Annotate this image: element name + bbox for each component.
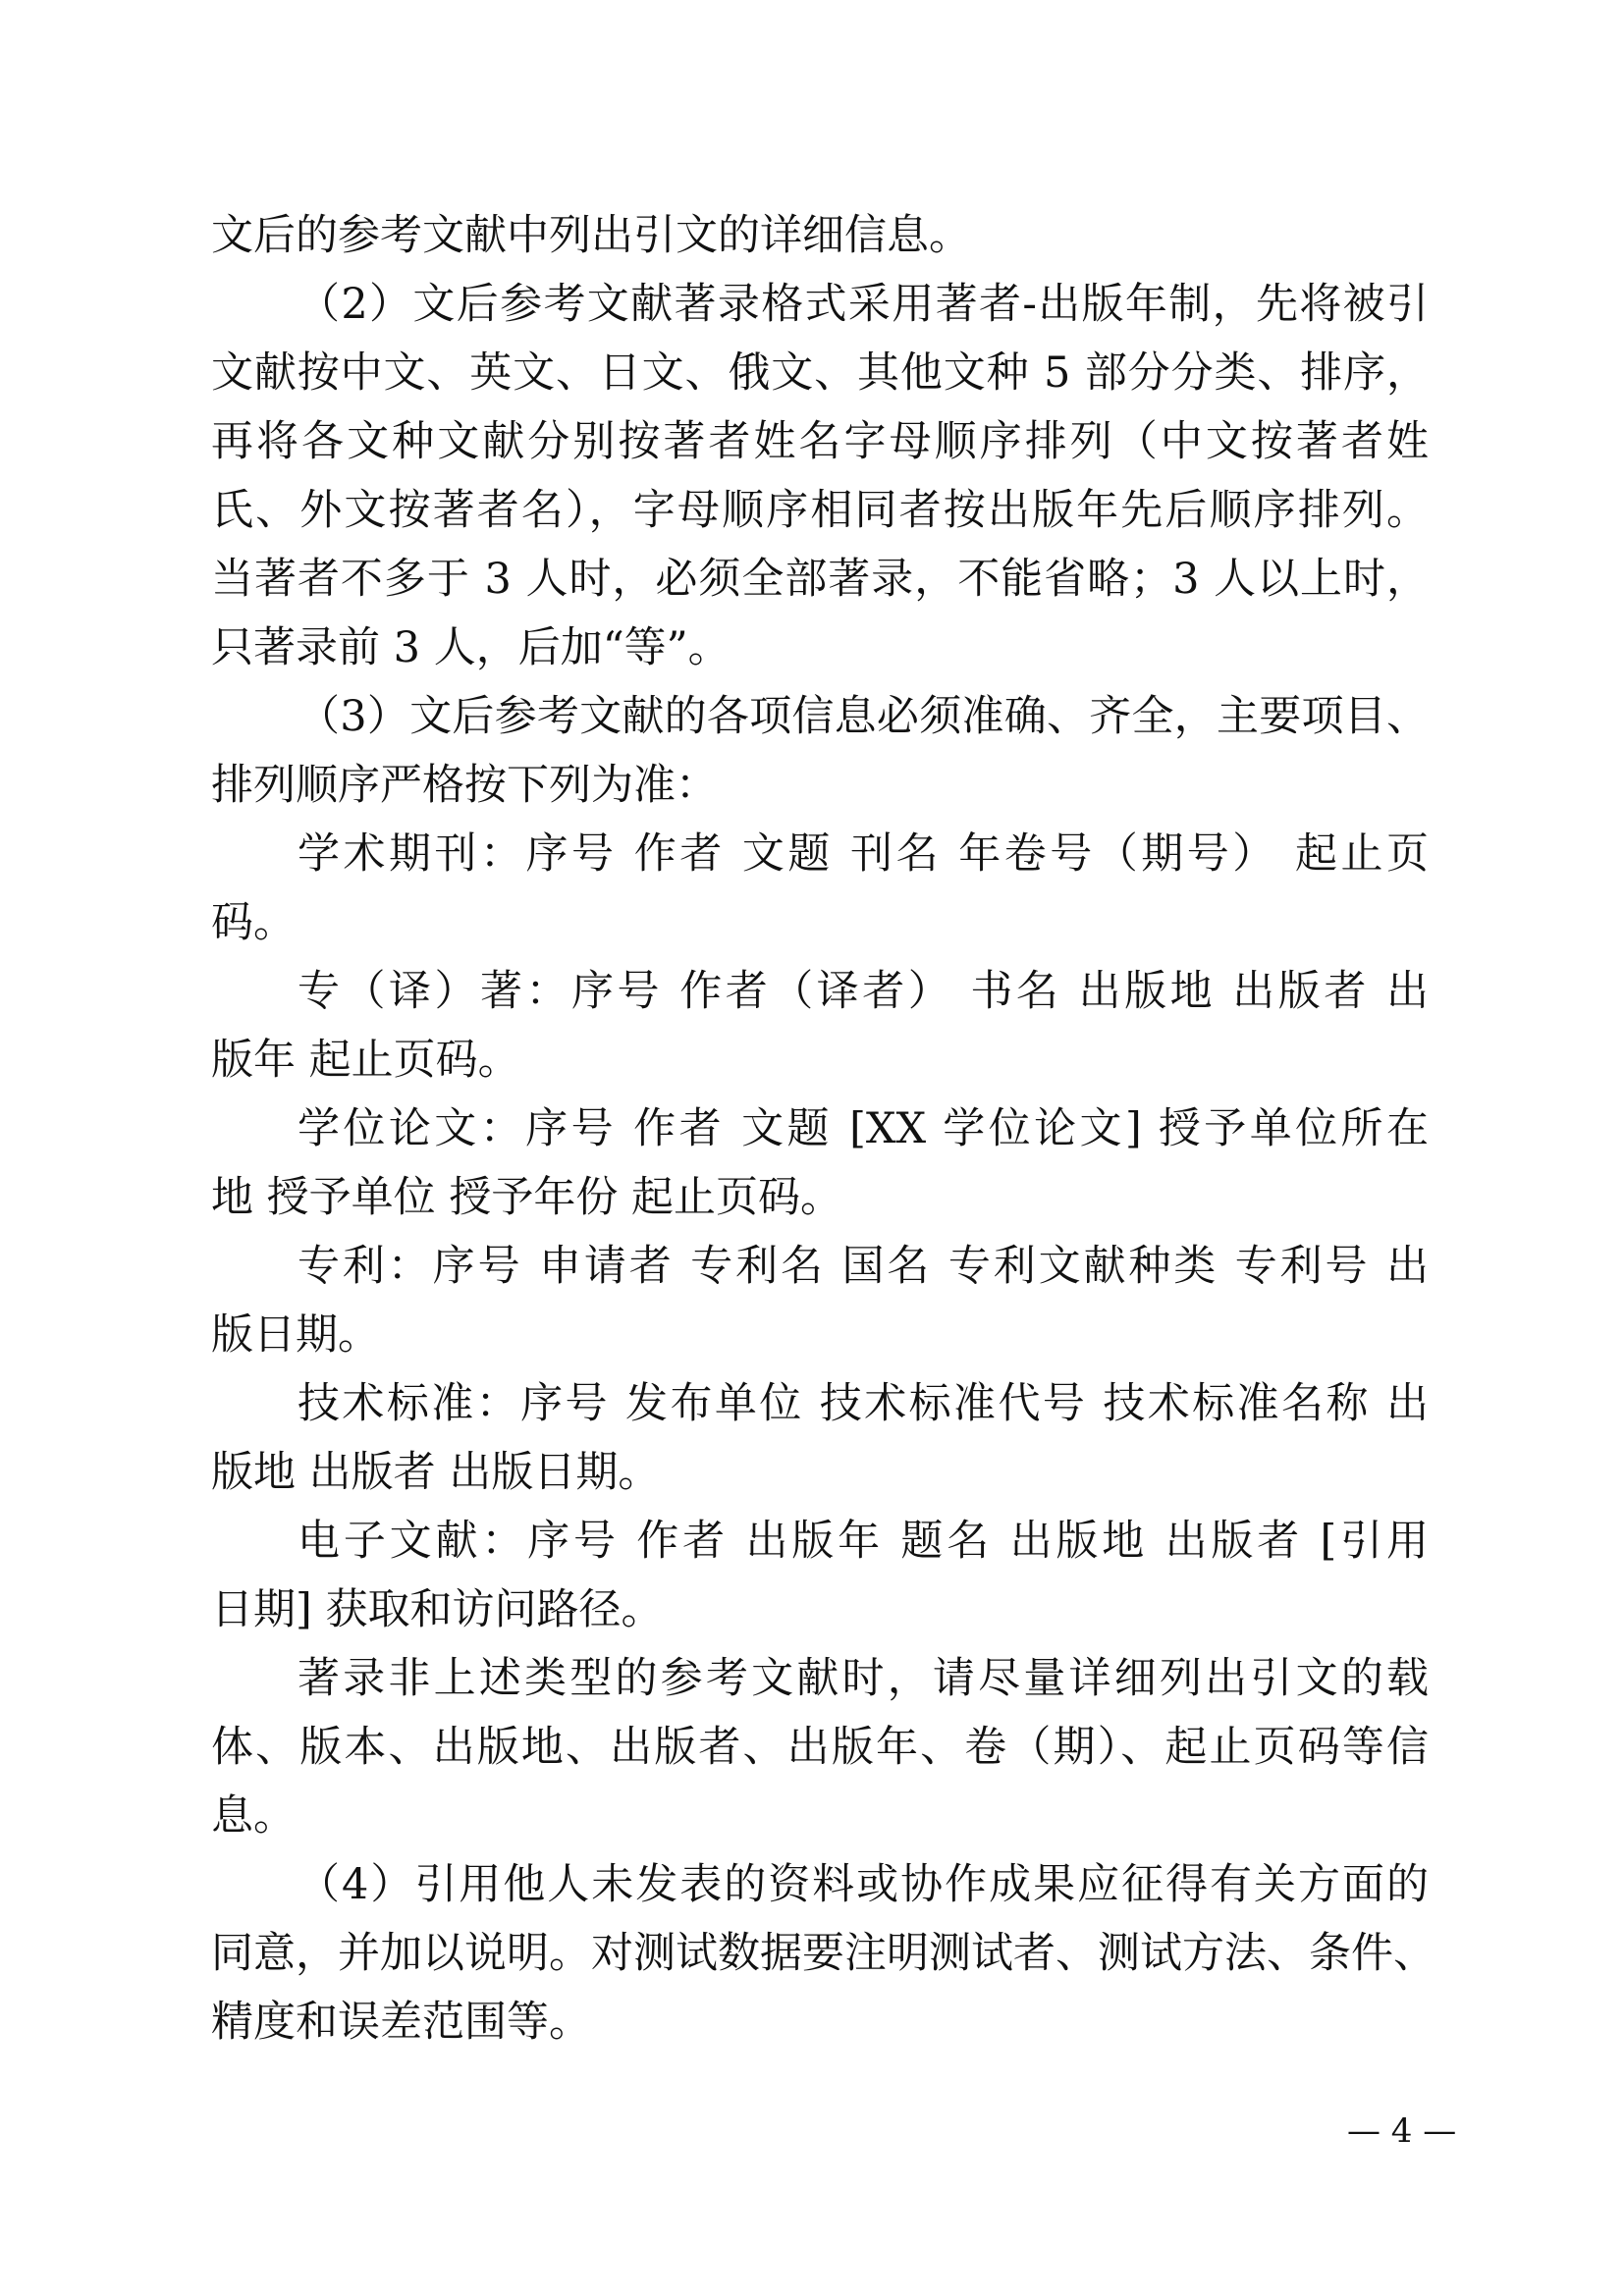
text-line-20: 电子文献：序号 作者 出版年 题名 出版地 出版者 [引用 bbox=[298, 1517, 1429, 1566]
text-line-23: 体、版本、出版地、出版者、出版年、卷（期）、起止页码等信 bbox=[211, 1723, 1429, 1772]
text-line-9: 排列顺序严格按下列为准： bbox=[211, 761, 718, 810]
text-line-14: 学位论文：序号 作者 文题 [XX 学位论文] 授予单位所在 bbox=[298, 1104, 1429, 1153]
text-line-21: 日期] 获取和访问路径。 bbox=[211, 1585, 664, 1634]
text-line-25: （4）引用他人未发表的资料或协作成果应征得有关方面的 bbox=[298, 1860, 1429, 1909]
text-line-12: 专（译）著：序号 作者（译者） 书名 出版地 出版者 出 bbox=[298, 967, 1429, 1016]
text-line-26: 同意，并加以说明。对测试数据要注明测试者、测试方法、条件、 bbox=[211, 1929, 1435, 1978]
text-line-13: 版年 起止页码。 bbox=[211, 1036, 520, 1085]
text-line-27: 精度和误差范围等。 bbox=[211, 1998, 591, 2047]
text-line-18: 技术标准：序号 发布单位 技术标准代号 技术标准名称 出 bbox=[298, 1379, 1429, 1428]
text-line-10: 学术期刊：序号 作者 文题 刊名 年卷号（期号） 起止页 bbox=[298, 829, 1429, 879]
text-line-17: 版日期。 bbox=[211, 1310, 380, 1360]
text-line-8: （3）文后参考文献的各项信息必须准确、齐全，主要项目、 bbox=[298, 692, 1429, 741]
text-line-16: 专利：序号 申请者 专利名 国名 专利文献种类 专利号 出 bbox=[298, 1242, 1429, 1291]
text-line-15: 地 授予单位 授予年份 起止页码。 bbox=[211, 1173, 843, 1222]
text-line-5: 氏、外文按著者名），字母顺序相同者按出版年先后顺序排列。 bbox=[211, 486, 1429, 535]
text-line-2: （2）文后参考文献著录格式采用著者-出版年制，先将被引 bbox=[298, 280, 1429, 329]
text-line-3: 文献按中文、英文、日文、俄文、其他文种 5 部分分类、排序， bbox=[211, 348, 1429, 398]
text-line-1: 文后的参考文献中列出引文的详细信息。 bbox=[211, 211, 971, 260]
text-line-22: 著录非上述类型的参考文献时，请尽量详细列出引文的载 bbox=[298, 1654, 1429, 1703]
text-line-11: 码。 bbox=[211, 898, 296, 947]
text-line-4: 再将各文种文献分别按著者姓名字母顺序排列（中文按著者姓 bbox=[211, 417, 1429, 466]
page-number: — 4 — bbox=[1347, 2111, 1457, 2151]
text-line-7: 只著录前 3 人，后加“等”。 bbox=[211, 623, 731, 672]
text-line-24: 息。 bbox=[211, 1791, 296, 1841]
text-line-6: 当著者不多于 3 人时，必须全部著录，不能省略；3 人以上时， bbox=[211, 555, 1429, 604]
text-line-19: 版地 出版者 出版日期。 bbox=[211, 1448, 661, 1497]
